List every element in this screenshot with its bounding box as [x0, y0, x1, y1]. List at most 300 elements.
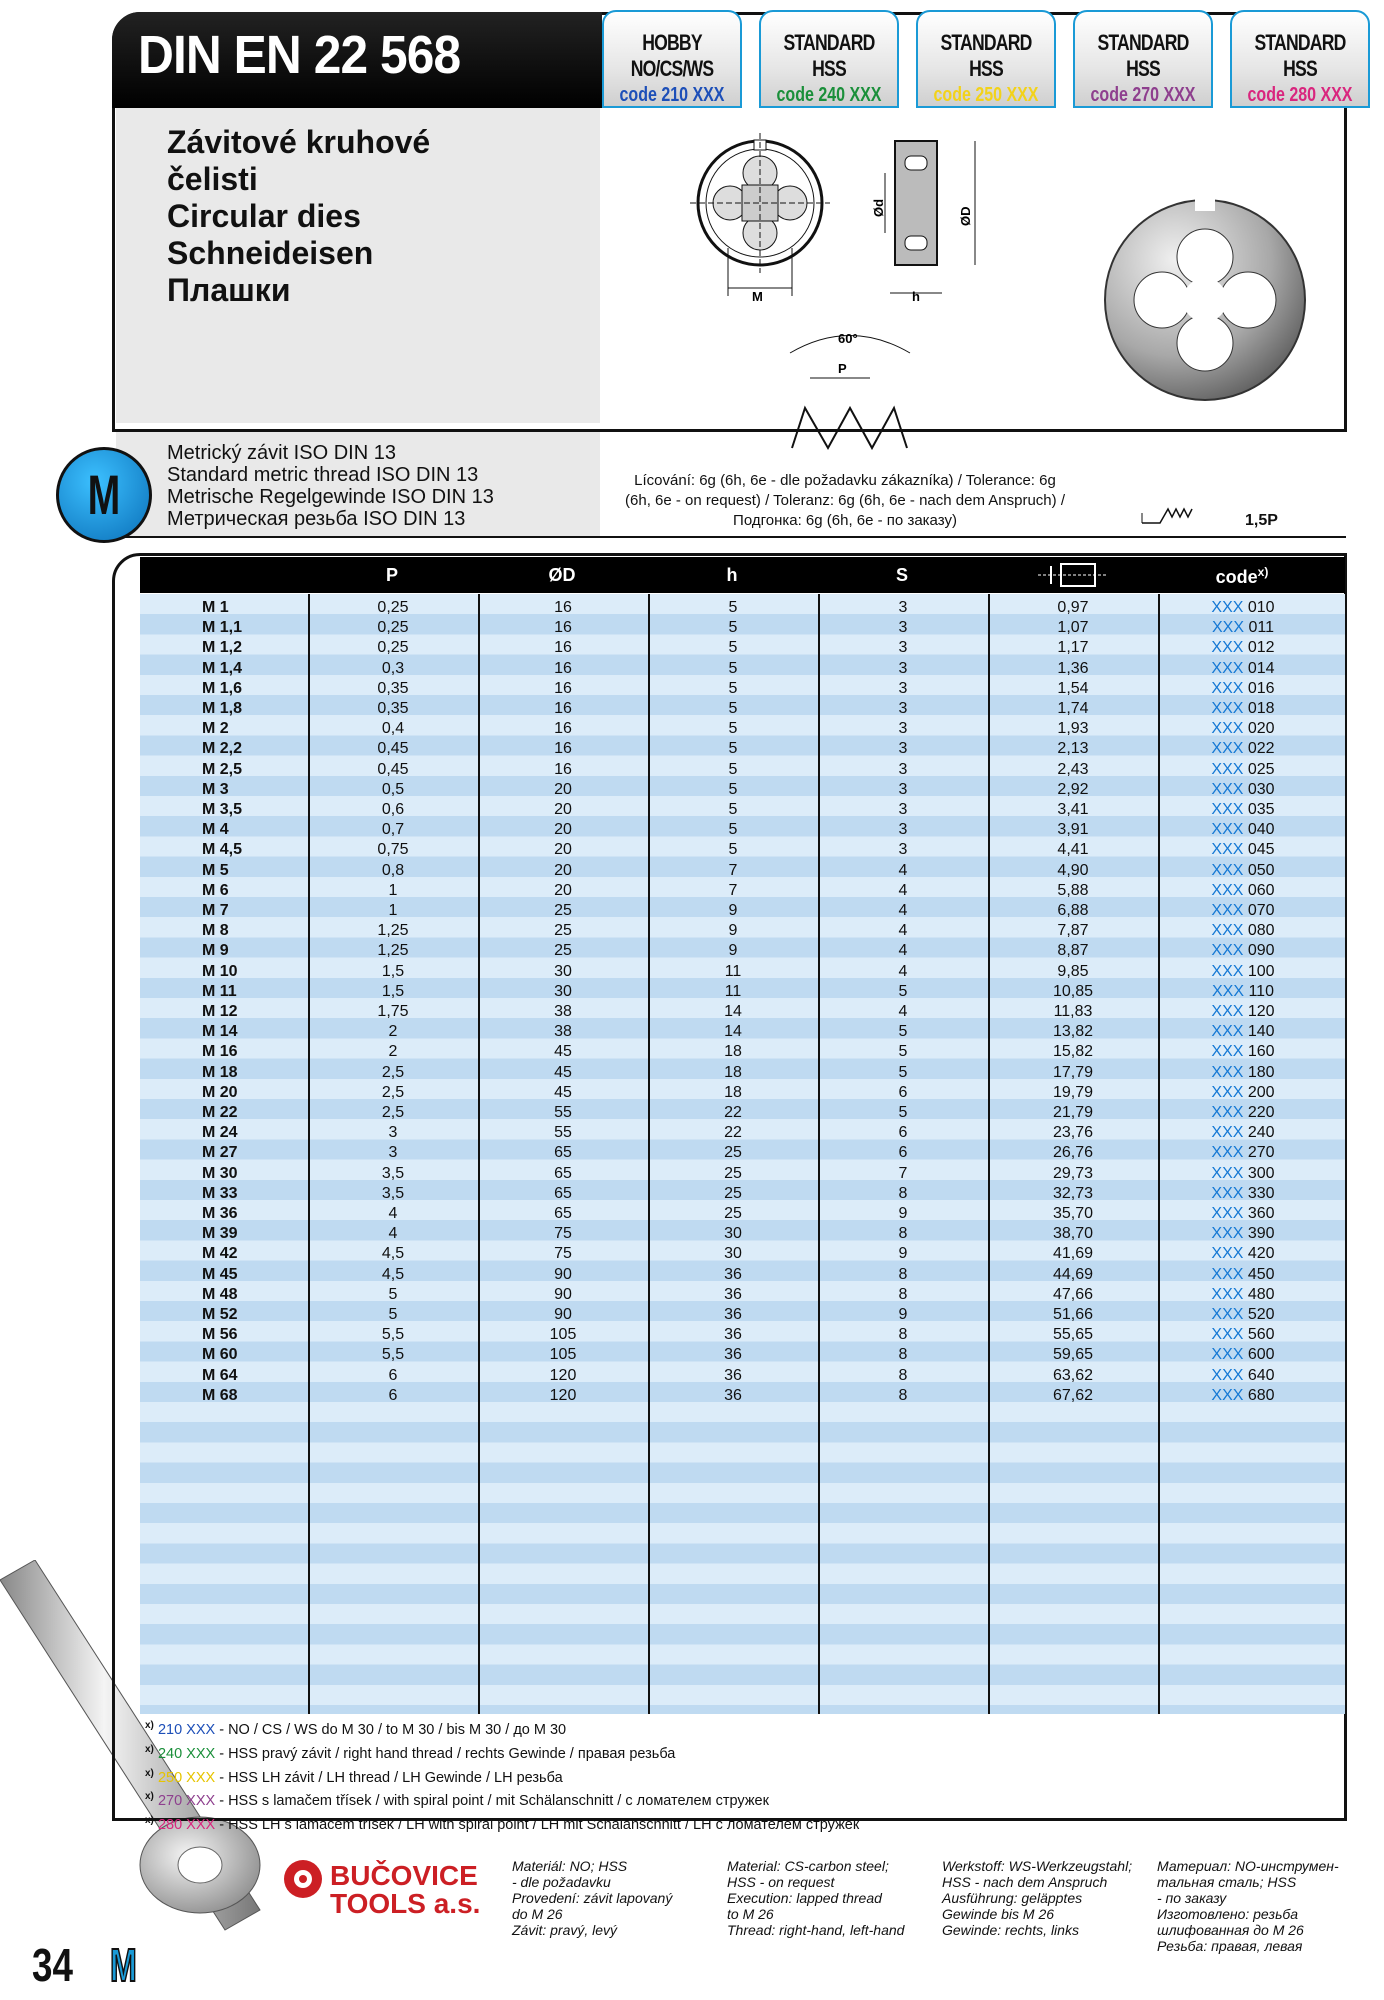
cell-square: 8: [898, 1386, 908, 1404]
code-suffix: 022: [1247, 740, 1275, 758]
cell-square: 3: [898, 639, 908, 657]
table-row: [140, 1164, 1345, 1184]
cell-outer-diameter: 65: [554, 1184, 572, 1202]
cell-pitch: 1,5: [381, 982, 405, 1000]
cell-outer-diameter: 90: [554, 1306, 572, 1323]
cell-outer-diameter: 65: [554, 1205, 572, 1222]
cell-height: 25: [724, 1164, 742, 1182]
code-suffix: 120: [1247, 1003, 1275, 1020]
material-line: do M 26: [512, 1906, 563, 1922]
cell-square: 3: [898, 841, 908, 859]
cell-code: [1158, 962, 1328, 982]
cell-height: 36: [724, 1285, 742, 1303]
label-d-large: ØD: [958, 206, 973, 226]
code-suffix: 016: [1247, 679, 1275, 697]
code-suffix: 018: [1247, 700, 1275, 717]
cell-outer-diameter: 90: [554, 1265, 572, 1283]
cell-pitch: 3: [388, 1144, 398, 1162]
code-suffix: 560: [1247, 1326, 1275, 1344]
footnote-text: - HSS s lamačem třísek / with spiral point / mit Schälanschnitt / с ломателем стружек: [215, 1793, 769, 1810]
cell-height: 18: [724, 1043, 742, 1061]
cell-code: [1158, 1103, 1328, 1123]
material-line: HSS - on request: [727, 1874, 835, 1890]
cell-height: 14: [724, 1003, 742, 1020]
code-prefix: XXX: [1211, 821, 1244, 839]
code-prefix: XXX: [1211, 1124, 1244, 1142]
code-suffix: 140: [1247, 1023, 1275, 1041]
table-row: [140, 820, 1345, 840]
cell-height: 36: [724, 1346, 742, 1364]
cell-square: 7: [898, 1164, 908, 1182]
company-logo: [330, 1862, 480, 1918]
cell-pitch: 4,5: [381, 1245, 405, 1263]
code-suffix: 020: [1247, 720, 1275, 738]
material-line: Ausführung: geläpptes: [942, 1890, 1083, 1906]
table-row: [140, 982, 1345, 1002]
cell-height: 5: [728, 821, 738, 839]
cell-key-size: 10,85: [1052, 982, 1094, 1000]
cell-size: M 20: [202, 1083, 238, 1101]
cell-outer-diameter: 25: [554, 902, 572, 919]
cell-outer-diameter: 65: [554, 1164, 572, 1182]
cell-size: M 1,1: [202, 619, 243, 637]
table-row: [140, 1224, 1345, 1244]
footnote-mark: x): [145, 1815, 154, 1827]
cell-square: 3: [898, 780, 908, 798]
tab-line-1: STANDARD HSS: [783, 30, 875, 81]
table-row: [140, 921, 1345, 941]
cell-size: M 39: [202, 1225, 238, 1243]
code-prefix: XXX: [1211, 841, 1244, 859]
code-prefix: XXX: [1211, 902, 1244, 919]
cell-square: 8: [898, 1346, 908, 1364]
code-prefix: XXX: [1211, 780, 1244, 798]
cell-outer-diameter: 20: [554, 861, 572, 879]
code-suffix: 100: [1247, 962, 1275, 980]
cell-square: 8: [898, 1366, 908, 1384]
section-letter: M: [110, 1939, 137, 1991]
code-suffix: 220: [1247, 1104, 1275, 1121]
cell-size: M 2,5: [202, 760, 243, 778]
cell-code: [1158, 679, 1328, 699]
cell-key-size: 26,76: [1052, 1144, 1094, 1162]
material-line: Thread: right-hand, left-hand: [727, 1922, 905, 1938]
cell-square: 4: [898, 881, 908, 899]
cell-outer-diameter: 20: [554, 821, 572, 839]
cell-square: 3: [898, 659, 908, 677]
code-suffix: 450: [1247, 1265, 1275, 1283]
code-suffix: 010: [1247, 599, 1275, 616]
cell-height: 18: [724, 1083, 742, 1101]
cell-outer-diameter: 20: [554, 881, 572, 899]
cell-pitch: 2,5: [381, 1104, 405, 1121]
footnote-mark: x): [145, 1720, 154, 1731]
cell-outer-diameter: 16: [554, 700, 572, 717]
material-line: Материал: NO-инструмен-: [1157, 1858, 1339, 1874]
cell-outer-diameter: 105: [549, 1346, 577, 1364]
cell-square: 5: [898, 1104, 908, 1121]
table-row: [140, 719, 1345, 739]
cell-key-size: 17,79: [1052, 1063, 1094, 1081]
cell-code: [1158, 659, 1328, 679]
cell-height: 30: [724, 1225, 742, 1243]
cell-outer-diameter: 90: [554, 1285, 572, 1303]
die-photo: [1100, 195, 1310, 405]
footnote-mark: x): [145, 1743, 154, 1755]
cell-key-size: 35,70: [1052, 1205, 1094, 1222]
cell-height: 30: [724, 1245, 742, 1263]
cell-square: 3: [898, 760, 908, 778]
cell-outer-diameter: 45: [554, 1063, 572, 1081]
cell-code: [1158, 861, 1328, 881]
cell-size: M 24: [202, 1124, 238, 1142]
material-line: Závit: pravý, levý: [512, 1922, 618, 1938]
page-number: 34: [32, 1939, 73, 1991]
cell-code: [1158, 719, 1328, 739]
cell-pitch: 0,35: [377, 679, 409, 697]
tolerance-line-1: Lícování: 6g (6h, 6e - dle požadavku zákazníka) / Tolerance: 6g: [634, 472, 1056, 489]
cell-height: 5: [728, 679, 738, 697]
cell-size: M 9: [202, 942, 229, 960]
footnote-code: 240 XXX: [157, 1745, 216, 1762]
name-ru: Плашки: [167, 272, 291, 308]
cell-square: 6: [898, 1124, 908, 1142]
code-prefix: XXX: [1211, 962, 1244, 980]
table-row: [140, 679, 1345, 699]
tab-line-1: HOBBY NO/CS/WS: [630, 30, 714, 81]
cell-code: [1158, 1022, 1328, 1042]
table-row: [140, 1143, 1345, 1163]
material-line: тальная сталь; HSS: [1157, 1874, 1297, 1890]
cell-code: [1158, 618, 1328, 638]
cell-square: 5: [898, 982, 908, 1000]
material-line: - dle požadavku: [512, 1874, 611, 1890]
cell-pitch: 6: [388, 1386, 398, 1404]
footnote: [145, 1716, 859, 1740]
cell-pitch: 1,75: [377, 1003, 409, 1020]
table-row: [140, 1366, 1345, 1386]
cell-size: M 7: [202, 902, 229, 919]
cell-key-size: 8,87: [1057, 942, 1089, 960]
cell-square: 4: [898, 861, 908, 879]
cell-size: M 27: [202, 1144, 238, 1162]
footnote-text: - HSS LH závit / LH thread / LH Gewinde / LH резьба: [215, 1769, 563, 1786]
table-row: [140, 962, 1345, 982]
cell-size: M 1: [202, 599, 229, 616]
cell-pitch: 0,25: [377, 599, 409, 616]
cell-key-size: 1,07: [1057, 619, 1089, 637]
cell-pitch: 5,5: [381, 1346, 405, 1364]
code-suffix: 045: [1247, 841, 1275, 859]
cell-outer-diameter: 30: [554, 962, 572, 980]
table-row: [140, 1083, 1345, 1103]
cell-key-size: 29,73: [1052, 1164, 1094, 1182]
label-m: M: [752, 289, 763, 304]
code-tab-4: [1230, 10, 1370, 108]
cell-outer-diameter: 55: [554, 1104, 572, 1121]
cell-key-size: 32,73: [1052, 1184, 1094, 1202]
cell-pitch: 1,25: [377, 942, 409, 960]
footnote-code: 270 XXX: [157, 1793, 216, 1810]
table-row: [140, 638, 1345, 658]
cell-size: M 52: [202, 1306, 238, 1323]
cell-code: [1158, 1224, 1328, 1244]
code-prefix: XXX: [1211, 1366, 1244, 1384]
cell-key-size: 47,66: [1052, 1285, 1094, 1303]
code-prefix: XXX: [1211, 760, 1244, 778]
cell-height: 5: [728, 599, 738, 616]
code-prefix: XXX: [1211, 700, 1244, 717]
cell-square: 9: [898, 1205, 908, 1222]
code-suffix: 040: [1247, 821, 1275, 839]
table-row: [140, 1002, 1345, 1022]
cell-size: M 33: [202, 1184, 238, 1202]
cell-size: M 1,6: [202, 679, 243, 697]
col-header-s: S: [895, 565, 908, 585]
table-row: [140, 800, 1345, 820]
cell-square: 6: [898, 1144, 908, 1162]
cell-pitch: 0,25: [377, 639, 409, 657]
cell-outer-diameter: 20: [554, 801, 572, 818]
cell-key-size: 7,87: [1057, 922, 1089, 940]
cell-code: [1158, 881, 1328, 901]
cell-size: M 14: [202, 1023, 238, 1041]
name-cz-1: Závitové kruhové: [167, 124, 431, 160]
cell-code: [1158, 1083, 1328, 1103]
chamfer-length: 1,5P: [1245, 512, 1278, 529]
table-row: [140, 1204, 1345, 1224]
code-prefix: XXX: [1211, 599, 1244, 616]
cell-key-size: 2,92: [1057, 780, 1089, 798]
code-tab-2: [916, 10, 1056, 108]
label-p: P: [838, 361, 847, 376]
code-suffix: 330: [1247, 1184, 1275, 1202]
material-line: Provedení: závit lapovaný: [512, 1890, 673, 1906]
cell-pitch: 1: [388, 902, 398, 919]
footnote: [145, 1811, 859, 1835]
code-prefix: XXX: [1211, 1043, 1244, 1061]
thread-info-cz: Metrický závit ISO DIN 13: [167, 442, 396, 464]
cell-square: 4: [898, 1003, 908, 1020]
cell-height: 5: [728, 639, 738, 657]
cell-outer-diameter: 38: [554, 1023, 572, 1041]
cell-pitch: 3,5: [381, 1164, 405, 1182]
cell-square: 5: [898, 1063, 908, 1081]
cell-height: 9: [728, 942, 738, 960]
col-header-code: [1157, 565, 1327, 588]
cell-height: 18: [724, 1063, 742, 1081]
code-prefix: XXX: [1211, 639, 1244, 657]
footnote: [145, 1764, 859, 1788]
code-suffix: 011: [1248, 619, 1274, 637]
code-suffix: 014: [1247, 659, 1275, 677]
footnote-text: - HSS LH s lamačem třísek / LH with spiral point / LH mit Schälanschnitt / LH с ломателем стружек: [215, 1817, 860, 1834]
cell-height: 5: [728, 780, 738, 798]
cell-code: [1158, 780, 1328, 800]
code-suffix: 200: [1247, 1083, 1275, 1101]
footnote: [145, 1740, 859, 1764]
cell-key-size: 1,36: [1057, 659, 1089, 677]
cell-size: M 48: [202, 1285, 238, 1303]
code-prefix: XXX: [1211, 881, 1244, 899]
cell-pitch: 0,45: [377, 760, 409, 778]
cell-code: [1158, 760, 1328, 780]
square-size-icon: [1033, 560, 1113, 590]
material-line: Резьба: правая, левая: [1157, 1938, 1303, 1954]
cell-size: M 4: [202, 821, 229, 839]
cell-code: [1158, 800, 1328, 820]
code-prefix: XXX: [1211, 1326, 1244, 1344]
footnote-text: - HSS pravý závit / right hand thread / rechts Gewinde / правая резьба: [215, 1745, 676, 1762]
code-tab-0: [602, 10, 742, 108]
col-header-h: h: [726, 565, 738, 585]
code-suffix: 035: [1247, 801, 1275, 818]
code-prefix: XXX: [1211, 1023, 1244, 1041]
cell-square: 8: [898, 1326, 908, 1344]
cell-outer-diameter: 16: [554, 679, 572, 697]
cell-code: [1158, 941, 1328, 961]
cell-outer-diameter: 30: [554, 982, 572, 1000]
cell-pitch: 0,7: [381, 821, 405, 839]
cell-height: 36: [724, 1306, 742, 1323]
cell-outer-diameter: 16: [554, 760, 572, 778]
code-prefix: XXX: [1211, 1306, 1244, 1323]
code-prefix: XXX: [1211, 720, 1244, 738]
code-tab-3: [1073, 10, 1213, 108]
tab-line-1: STANDARD HSS: [1097, 30, 1189, 81]
cell-square: 5: [898, 1023, 908, 1041]
table-row: [140, 1325, 1345, 1345]
cell-square: 8: [898, 1265, 908, 1283]
cell-size: M 18: [202, 1063, 238, 1081]
table-row: [140, 1265, 1345, 1285]
cell-outer-diameter: 16: [554, 740, 572, 758]
code-prefix: XXX: [1211, 1205, 1244, 1222]
technical-drawing: [680, 128, 1020, 458]
cell-pitch: 1,5: [381, 962, 405, 980]
cell-key-size: 59,65: [1052, 1346, 1094, 1364]
table-row: [140, 780, 1345, 800]
table-row: [140, 1244, 1345, 1264]
code-tab-1: [759, 10, 899, 108]
cell-key-size: 63,62: [1052, 1366, 1094, 1384]
cell-square: 6: [898, 1083, 908, 1101]
material-line: шлифованная до M 26: [1157, 1922, 1304, 1938]
cell-key-size: 13,82: [1052, 1023, 1094, 1041]
cell-outer-diameter: 16: [554, 720, 572, 738]
cell-code: [1158, 1143, 1328, 1163]
cell-outer-diameter: 16: [554, 599, 572, 616]
cell-outer-diameter: 20: [554, 780, 572, 798]
code-prefix: XXX: [1211, 1063, 1244, 1081]
tab-code: code 210 XXX: [619, 84, 725, 106]
cell-height: 7: [728, 881, 738, 899]
table-row: [140, 1285, 1345, 1305]
table-row: [140, 1042, 1345, 1062]
cell-code: [1158, 921, 1328, 941]
code-suffix: 520: [1247, 1306, 1275, 1323]
cell-key-size: 11,83: [1053, 1003, 1093, 1020]
cell-key-size: 5,88: [1057, 881, 1089, 899]
cell-height: 22: [724, 1124, 742, 1142]
cell-height: 7: [728, 861, 738, 879]
code-suffix: 480: [1247, 1285, 1275, 1303]
code-prefix: XXX: [1211, 1144, 1244, 1162]
code-prefix: XXX: [1211, 801, 1244, 818]
table-row: [140, 618, 1345, 638]
cell-code: [1158, 1366, 1328, 1386]
cell-height: 11: [724, 962, 742, 980]
cell-size: M 6: [202, 881, 229, 899]
cell-key-size: 1,93: [1057, 720, 1089, 738]
code-prefix: XXX: [1211, 1083, 1244, 1101]
material-line: Execution: lapped thread: [727, 1890, 882, 1906]
code-prefix: XXX: [1211, 861, 1244, 879]
code-suffix: 070: [1247, 902, 1275, 919]
cell-pitch: 0,5: [381, 780, 405, 798]
table-row: [140, 659, 1345, 679]
cell-square: 3: [898, 801, 908, 818]
code-prefix: XXX: [1211, 1265, 1244, 1283]
thread-info-en: Standard metric thread ISO DIN 13: [167, 464, 479, 486]
cell-square: 4: [898, 902, 908, 919]
label-angle: 60°: [838, 331, 858, 346]
code-suffix: 680: [1247, 1386, 1275, 1404]
tab-code: code 240 XXX: [776, 84, 882, 106]
label-d-small: Ød: [871, 198, 886, 217]
cell-code: [1158, 598, 1328, 618]
page-title: DIN EN 22 568: [138, 25, 461, 85]
table-row: [140, 1063, 1345, 1083]
tolerance-line-2: (6h, 6e - on request) / Toleranz: 6g (6h, 6e - nach dem Anspruch) /: [625, 492, 1065, 509]
cell-pitch: 0,8: [381, 861, 405, 879]
cell-code: [1158, 1244, 1328, 1264]
code-prefix: XXX: [1211, 659, 1244, 677]
material-col-3: [1157, 1858, 1367, 1954]
cell-height: 5: [728, 700, 738, 717]
cell-height: 14: [724, 1023, 742, 1041]
chamfer-icon: [1140, 505, 1200, 527]
cell-pitch: 0,4: [381, 720, 405, 738]
cell-square: 9: [898, 1245, 908, 1263]
name-de: Schneideisen: [167, 235, 374, 271]
cell-size: M 60: [202, 1346, 238, 1364]
cell-size: M 12: [202, 1003, 238, 1020]
cell-key-size: 3,91: [1057, 821, 1089, 839]
code-prefix: XXX: [1211, 740, 1244, 758]
cell-outer-diameter: 75: [554, 1225, 572, 1243]
code-prefix: XXX: [1211, 1285, 1244, 1303]
name-en: Circular dies: [167, 198, 361, 234]
name-cz-2: čelisti: [167, 161, 258, 197]
logo-line-1: BUČOVICE: [330, 1860, 478, 1891]
cell-code: [1158, 1204, 1328, 1224]
code-suffix: 050: [1247, 861, 1275, 879]
cell-code: [1158, 820, 1328, 840]
cell-key-size: 23,76: [1052, 1124, 1094, 1142]
cell-height: 22: [724, 1104, 742, 1121]
cell-size: M 1,4: [202, 659, 243, 677]
cell-code: [1158, 982, 1328, 1002]
code-suffix: 030: [1247, 780, 1275, 798]
thread-info-de: Metrische Regelgewinde ISO DIN 13: [167, 486, 494, 508]
cell-outer-diameter: 45: [554, 1043, 572, 1061]
cell-code: [1158, 1265, 1328, 1285]
code-prefix: XXX: [1211, 1104, 1244, 1121]
cell-key-size: 15,82: [1052, 1043, 1094, 1061]
cell-size: M 36: [202, 1205, 238, 1222]
cell-height: 5: [728, 740, 738, 758]
